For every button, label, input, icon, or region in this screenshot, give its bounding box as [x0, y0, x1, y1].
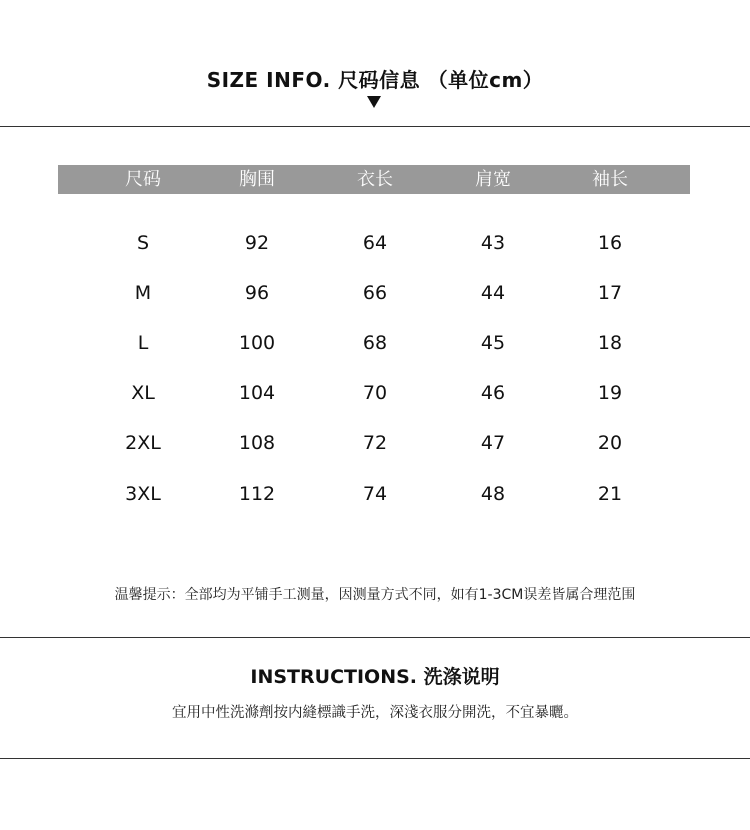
page-title: SIZE INFO. 尺码信息 （单位cm） [206, 68, 544, 92]
table-cell: 108 [238, 432, 276, 454]
measurement-note: 温馨提示：全部均为平铺手工测量，因测量方式不同，如有1-3CM误差皆属合理范围 [114, 587, 636, 603]
column-header: 尺码 [125, 169, 161, 190]
column-header: 肩宽 [475, 169, 511, 190]
table-row [0, 278, 750, 308]
table-cell: L [137, 332, 149, 354]
table-cell: 16 [597, 232, 623, 254]
table-cell: 72 [362, 432, 388, 454]
table-row [0, 228, 750, 258]
table-cell: 96 [244, 282, 270, 304]
table-cell: 44 [480, 282, 506, 304]
column-header: 胸围 [239, 169, 275, 190]
table-cell: 112 [238, 483, 276, 505]
table-cell: 20 [597, 432, 623, 454]
table-cell: 70 [362, 382, 388, 404]
table-cell: 19 [597, 382, 623, 404]
size-table-header [58, 165, 690, 194]
divider [0, 758, 750, 759]
table-cell: 66 [362, 282, 388, 304]
table-cell: 64 [362, 232, 388, 254]
table-cell: 100 [238, 332, 276, 354]
instructions-text: 宜用中性洗滌劑按内縫標識手洗，深淺衣服分開洗，不宜暴曬。 [172, 705, 578, 721]
table-row [0, 428, 750, 458]
table-cell: 48 [480, 483, 506, 505]
table-cell: 43 [480, 232, 506, 254]
table-cell: 18 [597, 332, 623, 354]
table-cell: 47 [480, 432, 506, 454]
down-triangle-icon [367, 96, 381, 108]
divider [0, 126, 750, 127]
instructions-title: INSTRUCTIONS. 洗涤说明 [250, 666, 500, 688]
table-cell: 2XL [125, 432, 161, 454]
column-header: 袖长 [592, 169, 628, 190]
table-row [0, 328, 750, 358]
table-cell: 74 [362, 483, 388, 505]
table-cell: XL [131, 382, 155, 404]
table-cell: S [136, 232, 150, 254]
table-cell: 68 [362, 332, 388, 354]
table-cell: 104 [238, 382, 276, 404]
table-cell: 3XL [125, 483, 161, 505]
table-cell: 45 [480, 332, 506, 354]
table-cell: M [134, 282, 152, 304]
divider [0, 637, 750, 638]
table-cell: 17 [597, 282, 623, 304]
table-cell: 46 [480, 382, 506, 404]
table-cell: 21 [597, 483, 623, 505]
table-row [0, 378, 750, 408]
table-cell: 92 [244, 232, 270, 254]
table-row [0, 479, 750, 509]
column-header: 衣长 [357, 169, 393, 190]
